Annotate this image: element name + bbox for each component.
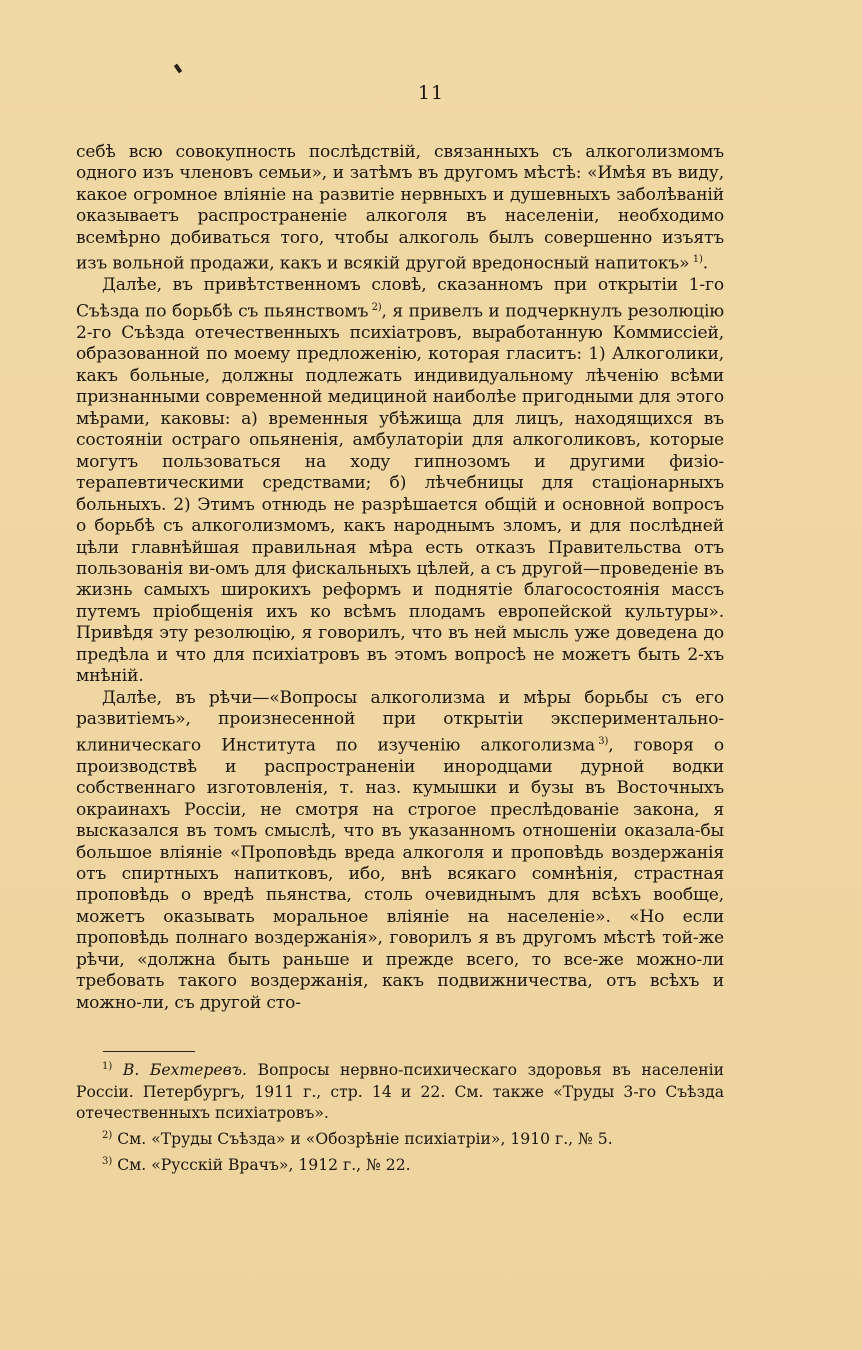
footnote-2-marker: 2): [102, 1129, 113, 1141]
footnote-2-text: См. «Труды Съѣзда» и «Обозрѣніе психіатріи», 1910 г., № 5.: [117, 1130, 613, 1149]
paragraph-3-text: Далѣе, въ рѣчи—«Вопросы алкоголизма и мѣры борьбы съ его развитіемъ», произнесенной при открытіи экспериментально-клиническаго Института по изученію алкоголизма: [76, 687, 724, 756]
footnote-ref-3: 3): [598, 735, 609, 747]
body-text: [76, 142, 724, 1014]
paragraph-1-tail: .: [702, 253, 708, 274]
footnote-1-author: В. Бехтеревъ.: [122, 1061, 248, 1080]
footnote-3-text: См. «Русскій Врачъ», 1912 г., № 22.: [117, 1155, 411, 1174]
ink-speck: [174, 64, 182, 74]
footnote-2: [76, 1125, 724, 1151]
paragraph-3-tail: , говоря о производствѣ и распространеніи инородцами дурной водки собственнаго изготовленія, т. наз. кумышки и бузы въ Восточныхъ окраинахъ Россіи, не смотря на строгое преслѣдованіе закона, я высказался въ томъ смыслѣ, что въ указанномъ отношеніи оказала-бы большое вліяніе «Проповѣдь вреда алкоголя и проповѣдь воздержанія отъ спиртныхъ напитковъ, ибо, внѣ всякаго сомнѣнія, страстная проповѣдь о вредѣ пьянства, столь очевиднымъ для всѣхъ вообще, можетъ оказывать моральное вліяніе на населеніе». «Но если проповѣдь полнаго воздержанія», говорилъ я въ другомъ мѣстѣ той-же рѣчи, «должна быть раньше и прежде всего, то все-же можно-ли требовать такого воздержанія, какъ подвижничества, отъ всѣхъ и можно-ли, съ другой сто-: [76, 735, 725, 1013]
footnote-1-text: Вопросы нервно-психическаго здоровья въ населеніи Россіи. Петербургъ, 1911 г., стр. 14 и 22. См. также «Труды 3-го Съѣзда отечественныхъ психіатровъ».: [76, 1061, 724, 1123]
footnote-ref-1: 1): [692, 254, 703, 266]
paragraph-2: [76, 275, 724, 687]
page-number: 11: [417, 82, 445, 104]
footnote-1-marker: 1): [102, 1061, 113, 1072]
paragraph-1: [76, 142, 724, 275]
paragraph-1-text: себѣ всю совокупность послѣдствій, связанныхъ съ алкоголизмомъ одного изъ членовъ семьи», и затѣмъ въ другомъ мѣстѣ: «Имѣя въ виду, какое огромное вліяніе на развитіе нервныхъ и душевныхъ заболѣваній оказываетъ распространеніе алкоголя въ населеніи, необходимо всемѣрно добиваться того, чтобы алкоголь былъ совершенно изъятъ изъ вольной продажи, какъ и всякій другой вредоносный напитокъ»: [76, 142, 724, 274]
paragraph-2-text: Далѣе, въ привѣтственномъ словѣ, сказанномъ при открытіи 1-го Съѣзда по борьбѣ съ пьянствомъ: [76, 275, 724, 322]
footnote-divider: [103, 1051, 195, 1052]
footnote-1: [76, 1056, 724, 1125]
paragraph-3: [76, 688, 724, 1014]
footnote-3-marker: 3): [102, 1155, 113, 1167]
footnote-3: [76, 1151, 724, 1177]
paragraph-2-tail: , я привелъ и подчеркнулъ резолюцію 2-го Съѣзда отечественныхъ психіатровъ, выработанную Коммиссіей, образованной по моему предложенію, которая гласитъ: 1) Алкоголики, какъ больные, должны подлежать индивидуальному лѣченію всѣми признанными современной медициной наиболѣе пригодными для этого мѣрами, каковы: а) временныя убѣжища для лицъ, находящихся въ состояніи остраго опьяненія, амбулаторіи для алкоголиковъ, которые могутъ пользоваться на ходу гипнозомъ и другими физіо-терапевтическими средствами; б) лѣчебницы для стаціонарныхъ больныхъ. 2) Этимъ отнюдь не разрѣшается общій и основной вопросъ о борьбѣ съ алкоголизмомъ, какъ народнымъ зломъ, и для послѣдней цѣли главнѣйшая правильная мѣра есть отказъ Правительства отъ пользованія ви-омъ для фискальныхъ цѣлей, а съ другой—проведеніе въ жизнь самыхъ широкихъ реформъ и поднятіе благосостоянія массъ путемъ пріобщенія ихъ ко всѣмъ плодамъ европейской культуры». Привѣдя эту резолюцію, я говорилъ, что въ ней мысль уже доведена до предѣла и что для психіатровъ въ этомъ вопросѣ не можетъ быть 2-хъ мнѣній.: [76, 301, 724, 687]
footnotes: [76, 1056, 724, 1177]
footnote-ref-2: 2): [371, 301, 382, 313]
